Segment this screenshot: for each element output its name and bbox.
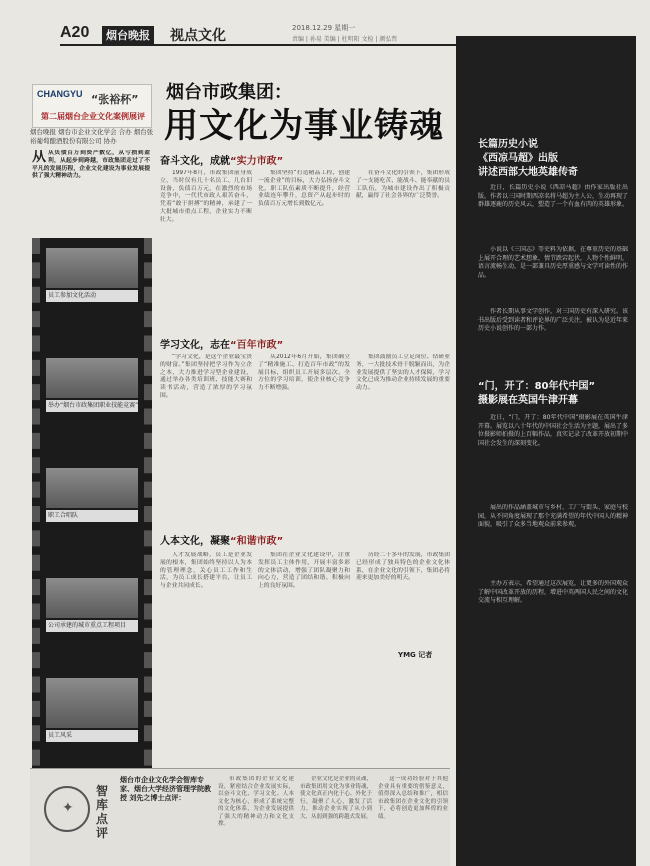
- article-kicker: 烟台市政集团：: [166, 82, 292, 103]
- sponsor-line: 烟台晚报 烟台市企业文化学会 合办 烟台张裕葡萄酿酒股份有限公司 协办: [30, 128, 154, 145]
- article-para-5: 从2012年6月开始，集团确立了“精准施工、打造百年市政”的发展目标，组织员工开展多层次、全方位的学习培训，使企业核心竞争力不断增强。: [258, 354, 350, 392]
- subhead-learning-prefix: 学习文化，志在: [160, 340, 230, 351]
- story2-para-1: 近日，“门，开了：80年代中国”摄影展在英国牛津开幕。展览以八十年代的中国社会生活为主题，展出了多位摄影师拍摄的上百幅作品，真实记录了改革开放初期中国社会发生的深刻变化。: [478, 414, 628, 447]
- photo-4: [46, 578, 138, 618]
- photo-caption-4: 公司承建的城市重点工程项目: [46, 620, 138, 632]
- page-number: A20: [60, 24, 90, 41]
- award-cup-name: “张裕杯”: [91, 93, 139, 106]
- article-para-1: 1997年8月，市政集团前身成立，当时仅有几十名员工、几台旧设备，负债百万元，在激烈的市场竞争中，一代代市政人艰苦奋斗，凭着“敢于拼搏”的精神，承建了一大批城市重点工程，企业实力不断壮大。: [160, 170, 252, 223]
- photo-caption-3: 职工合唱队: [46, 510, 138, 522]
- photo-1: [46, 248, 138, 288]
- section-title: 视点文化: [170, 28, 226, 44]
- photo-filmstrip: [32, 238, 152, 790]
- commentary-para-3: 这一成功经验对于其他企业具有重要的借鉴意义，值得深入总结和推广，相信市政集团在企业文化的引领下，必将创造更加辉煌的业绩。: [378, 776, 448, 820]
- photo-3: [46, 468, 138, 508]
- story2-para-3: 主办方表示，希望通过这次展览，让更多的外国观众了解中国改革开放的历程，增进中英两国人民之间的文化交流与相互理解。: [478, 580, 628, 604]
- article-para-2: 集团坚持“打造精品工程、创建一流企业”的目标，大力弘扬奋斗文化，职工队伍素质不断提升，经营业绩连年攀升，总资产从起步时的负债百万元增长到数亿元。: [258, 170, 350, 208]
- article-para-4: “学习文化，是这个企业最宝贵的财富。”集团坚持把学习作为立企之本，大力推进学习型企业建设，通过举办各类培训班、技能大赛和读书活动，营造了浓厚的学习氛围。: [160, 354, 252, 399]
- photo-2: [46, 358, 138, 398]
- award-logo: [32, 84, 152, 128]
- article-para-3: 在奋斗文化的引领下，集团形成了一支能吃苦、能战斗、能奉献的员工队伍，为城市建设作出了积极贡献，赢得了社会各界的广泛赞誉。: [356, 170, 450, 200]
- subhead-people: [160, 532, 283, 547]
- photo-5: [46, 678, 138, 728]
- photo-caption-1: 员工参加文化活动: [46, 290, 138, 302]
- story1-para-2: 小说以《三国志》等史料为依据，在尊重历史的基础上展开合理的艺术想象，情节跌宕起伏，人物个性鲜明，语言流畅生动，是一部兼具历史厚重感与文学可读性的作品。: [478, 246, 628, 279]
- article-author: YMG 记者: [398, 651, 433, 659]
- story1-title-b: 《西凉马超》出版: [478, 153, 558, 164]
- story1-title-c: 讲述西部大地英雄传奇: [478, 167, 578, 178]
- commentary-title: 烟台市企业文化学会智库专家、烟台大学经济管理学院教授 刘先之博士点评：: [120, 776, 211, 802]
- lead-text: 从负债百万到资产数亿，从亏损到盈利，从起步到跨越，市政集团走过了不平凡的发展历程，企业文化建设为事业发展提供了强大精神动力。: [32, 150, 150, 180]
- story2-para-2: 展出的作品涵盖城市与乡村、工厂与街头、家庭与校园，从不同角度展现了那个充满希望的年代中国人的精神面貌，吸引了众多当地观众前来参观。: [478, 504, 628, 528]
- story2-title-a: “门，开了：80年代中国”: [478, 381, 596, 392]
- subhead-struggle-highlight: “实力市政”: [230, 156, 284, 167]
- award-title: 第二届烟台企业文化案例展评: [41, 112, 145, 121]
- story2-title-b: 摄影展在英国牛津开幕: [478, 395, 578, 406]
- subhead-struggle-prefix: 奋斗文化，成就: [160, 156, 230, 167]
- subhead-struggle: [160, 152, 283, 167]
- commentary-para-1: 市政集团的企业文化建设，紧密结合企业发展实际，以奋斗文化、学习文化、人本文化为核心，形成了系统完整的文化体系，为企业发展提供了强大的精神动力和文化支撑。: [218, 776, 294, 827]
- commentary-para-2: 企业文化是企业的灵魂，市政集团用文化为事业铸魂，使文化真正内化于心、外化于行，凝聚了人心，激发了活力，推动企业实现了从小到大、从弱到强的跨越式发展。: [300, 776, 372, 820]
- article-para-9: 历经二十多年的发展，市政集团已经形成了独具特色的企业文化体系，在企业文化的引领下，集团必将迎来更加美好的明天。: [356, 552, 450, 582]
- subhead-learning: [160, 336, 283, 351]
- story1-para-1: 近日，长篇历史小说《西凉马超》由作家出版社出版。作者以三国时期西凉名将马超为主人公，生动再现了群雄逐鹿的历史风云，塑造了一个有血有肉的英雄形象。: [478, 184, 628, 208]
- bulb-spark-icon: ✦: [62, 800, 74, 816]
- subhead-people-highlight: “和谐市政”: [230, 536, 284, 547]
- article-para-6: 集团鼓励员工立足岗位、钻研业务，一大批技术骨干脱颖而出，为企业发展提供了坚实的人才保障，学习文化已成为推动企业持续发展的重要动力。: [356, 354, 450, 392]
- article-headline: 用文化为事业铸魂: [164, 106, 444, 146]
- subhead-people-prefix: 人本文化，凝聚: [160, 536, 230, 547]
- article-para-8: 集团在企业文化建设中，注重发挥员工主体作用，开展丰富多彩的文体活动，增强了团队凝聚力和向心力，营造了团结和谐、积极向上的良好氛围。: [258, 552, 350, 590]
- newspaper-brand: 烟台晚报: [102, 26, 154, 44]
- editor-credits: 责编 | 孙易 美编 | 杜明阳 文检 | 颜弘哲: [292, 36, 398, 43]
- article-lead: [32, 150, 150, 234]
- article-para-7: 人才发展战略，员工是企业发展的根本，集团始终坚持以人为本的管理理念，关心员工工作和生活，为员工成长搭建平台，让员工与企业共同成长。: [160, 552, 252, 590]
- photo-caption-5: 员工风采: [46, 730, 138, 742]
- drop-cap: 从: [32, 150, 46, 165]
- changyu-logo-text: CHANGYU: [37, 89, 83, 99]
- photo-caption-2: 举办“烟台市政集团职业技能竞赛”: [46, 400, 138, 412]
- story1-para-3: 作者长期从事文学创作，对三国历史有深入研究。该书出版后受到读者和评论界的广泛关注，被认为是近年来历史小说创作的一部力作。: [478, 308, 628, 332]
- subhead-learning-highlight: “百年市政”: [230, 340, 284, 351]
- commentary-label: 智库点评: [96, 784, 109, 840]
- story1-title-a: 长篇历史小说: [478, 139, 538, 150]
- issue-date: 2018.12.29 星期一: [292, 24, 356, 32]
